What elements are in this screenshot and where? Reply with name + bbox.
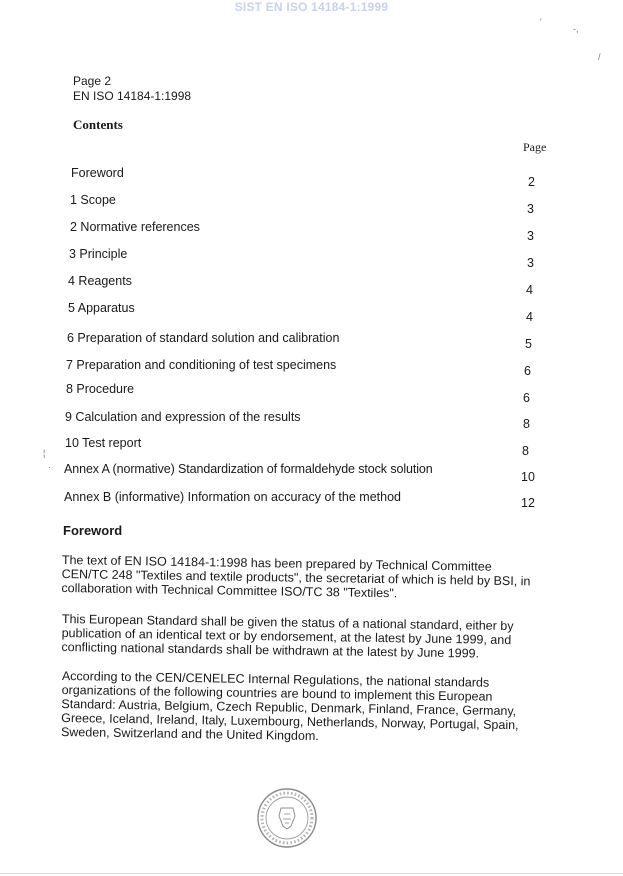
watermark-text: SIST EN ISO 14184-1:1999 — [234, 0, 389, 14]
toc-entry-page: 6 — [524, 364, 531, 378]
standard-reference: EN ISO 14184-1:1998 — [73, 89, 192, 103]
toc-entry-page: 4 — [526, 283, 533, 297]
official-seal-icon — [255, 786, 319, 850]
foreword-paragraph: This European Standard shall be given the status of a national standard, either by publication of an identical text or by endorsement, at the latest by June 1999, and conflicting national standards shall be withdrawn at the latest by June 1999. — [61, 612, 514, 661]
toc-entry-label: Foreword — [71, 166, 124, 180]
toc-entry-label: 4 Reagents — [68, 274, 132, 288]
toc-entry — [0, 382, 623, 405]
page-column-label: Page — [523, 140, 547, 154]
toc-entry — [0, 331, 623, 351]
foreword-paragraph: According to the CEN/CENELEC Internal Regulations, the national standards organizations of the following countries are bound to implement this European Standard: Austria, Belgium, Czech Republic, Denmark, Finland, France, Germany, Greece, Iceland, Ireland, Italy, Luxembourg, Netherlands, Norway, Portugal, Spain, Sweden, Switzerland and the United Kingdom. — [60, 669, 519, 744]
toc-entry-label: 9 Calculation and expression of the results — [65, 410, 301, 424]
page-number-label: Page 2 — [73, 74, 112, 88]
toc-entry — [0, 247, 623, 270]
toc-entry-label: 7 Preparation and conditioning of test specimens — [66, 358, 337, 372]
toc-entry-page: 2 — [528, 175, 535, 189]
toc-entry — [0, 358, 623, 378]
toc-entry-page: 4 — [526, 310, 533, 324]
scan-speck: · — [48, 462, 51, 472]
contents-title: Contents — [73, 117, 123, 132]
toc-entry — [0, 301, 623, 324]
scan-speck: ' — [540, 17, 542, 27]
toc-entry-label: 3 Principle — [69, 247, 128, 261]
toc-entry-page: 8 — [523, 417, 530, 431]
toc-entry-label: Annex A (normative) Standardization of formaldehyde stock solution — [64, 462, 433, 476]
toc-entry-page: 3 — [527, 256, 534, 270]
toc-entry-page: 12 — [521, 496, 535, 510]
toc-entry-label: 2 Normative references — [70, 220, 200, 234]
scan-speck: / — [598, 52, 601, 62]
toc-entry — [0, 166, 623, 189]
toc-entry-page: 8 — [522, 444, 529, 458]
toc-entry-label: 8 Procedure — [66, 382, 135, 396]
toc-entry — [0, 490, 623, 510]
toc-entry — [0, 193, 623, 216]
toc-entry — [0, 410, 623, 430]
toc-entry-page: 5 — [525, 337, 532, 351]
toc-entry-page: 3 — [527, 202, 534, 216]
toc-entry — [0, 220, 623, 243]
toc-entry-label: 5 Apparatus — [68, 301, 135, 315]
toc-entry-label: 1 Scope — [70, 193, 116, 207]
toc-entry-label: 10 Test report — [65, 436, 142, 450]
toc-entry — [0, 274, 623, 297]
toc-entry-page: 3 — [527, 229, 534, 243]
toc-entry-label: 6 Preparation of standard solution and calibration — [67, 331, 340, 345]
foreword-heading: Foreword — [63, 523, 123, 538]
foreword-paragraph: The text of EN ISO 14184-1:1998 has been prepared by Technical Committee CEN/TC 248 "Textiles and textile products", the secretariat of which is held by BSI, in collaboration with Technical Committee ISO/TC 38 "Textiles". — [61, 553, 531, 601]
scan-edge-line — [0, 873, 623, 874]
toc-entry — [0, 436, 623, 456]
toc-entry-page: 6 — [523, 391, 530, 405]
toc-entry — [0, 462, 623, 482]
scan-speck: -, — [573, 24, 579, 34]
toc-entry-label: Annex B (informative) Information on accuracy of the method — [64, 490, 401, 504]
scan-speck: ¦ — [43, 448, 46, 458]
toc-entry-page: 10 — [521, 470, 535, 484]
